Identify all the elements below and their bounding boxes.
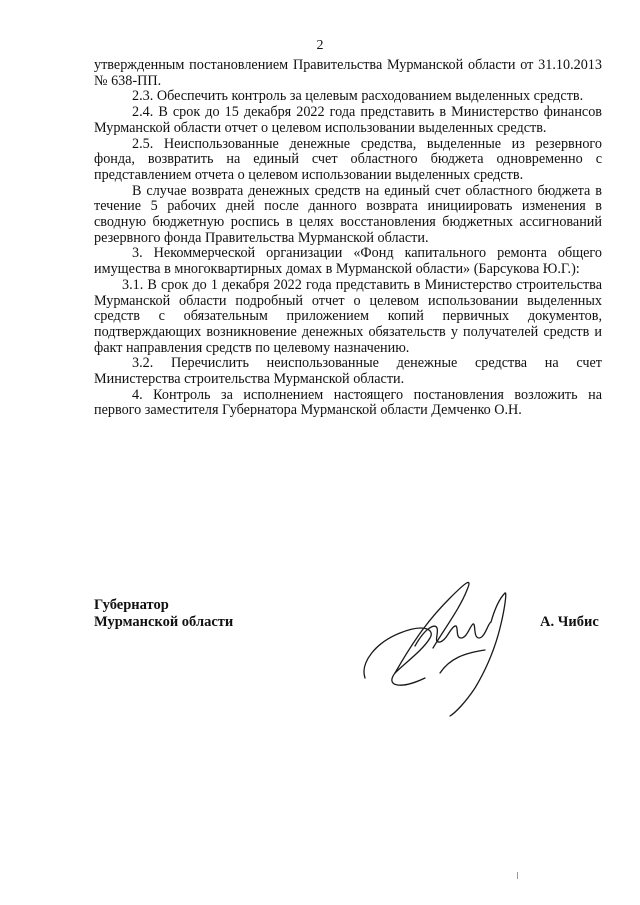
page-number: 2 bbox=[316, 38, 324, 53]
signatory-title-line2: Мурманской области bbox=[94, 614, 234, 630]
paragraph-3: 3. Некоммерческой организации «Фонд капитального ремонта общего имущества в многоквартирных домах в Мурманской области» (Барсукова Ю.Г.): bbox=[94, 245, 602, 278]
handwritten-signature bbox=[355, 568, 525, 718]
paragraph-2-4: 2.4. В срок до 15 декабря 2022 года представить в Министерство финансов Мурманской области отчет о целевом использовании выделенных средств. bbox=[94, 104, 602, 136]
scan-mark bbox=[517, 872, 518, 879]
signatory-title-line1: Губернатор bbox=[94, 597, 169, 613]
signatory-title bbox=[94, 597, 233, 631]
paragraph-3-1: 3.1. В срок до 1 декабря 2022 года представить в Министерство строительства Мурманской области подробный отчет о целевом использовании выделенных средств с обязательным приложением копий первичных документов, подтверждающих возникновение денежных обязательств у получателей средств и факт направления средств по целевому назначению. bbox=[94, 276, 602, 356]
paragraph-continuation: утвержденным постановлением Правительства Мурманской области от 31.10.2013 № 638-ПП. bbox=[94, 57, 602, 89]
paragraph-3-2: 3.2. Перечислить неиспользованные денежные средства на счет Министерства строительства Мурманской области. bbox=[94, 355, 602, 388]
paragraph-budget-return: В случае возврата денежных средств на единый счет областного бюджета в течение 5 рабочих дней после данного возврата инициировать изменения в сводную бюджетную роспись в целях восстановления бюджетных ассигнований резервного фонда Правительства Мурманской области. bbox=[94, 182, 602, 246]
paragraph-2-5: 2.5. Неиспользованные денежные средства, выделенные из резервного фонда, возвратить на единый счет областного бюджета одновременно с представлением отчета о целевом использовании выделенных средств. bbox=[94, 135, 602, 183]
paragraph-4: 4. Контроль за исполнением настоящего постановления возложить на первого заместителя Губернатора Мурманской области Демченко О.Н. bbox=[94, 386, 602, 419]
signatory-name: А. Чибис bbox=[540, 614, 599, 630]
paragraph-2-3: 2.3. Обеспечить контроль за целевым расходованием выделенных средств. bbox=[132, 88, 584, 105]
document-body bbox=[94, 58, 602, 419]
